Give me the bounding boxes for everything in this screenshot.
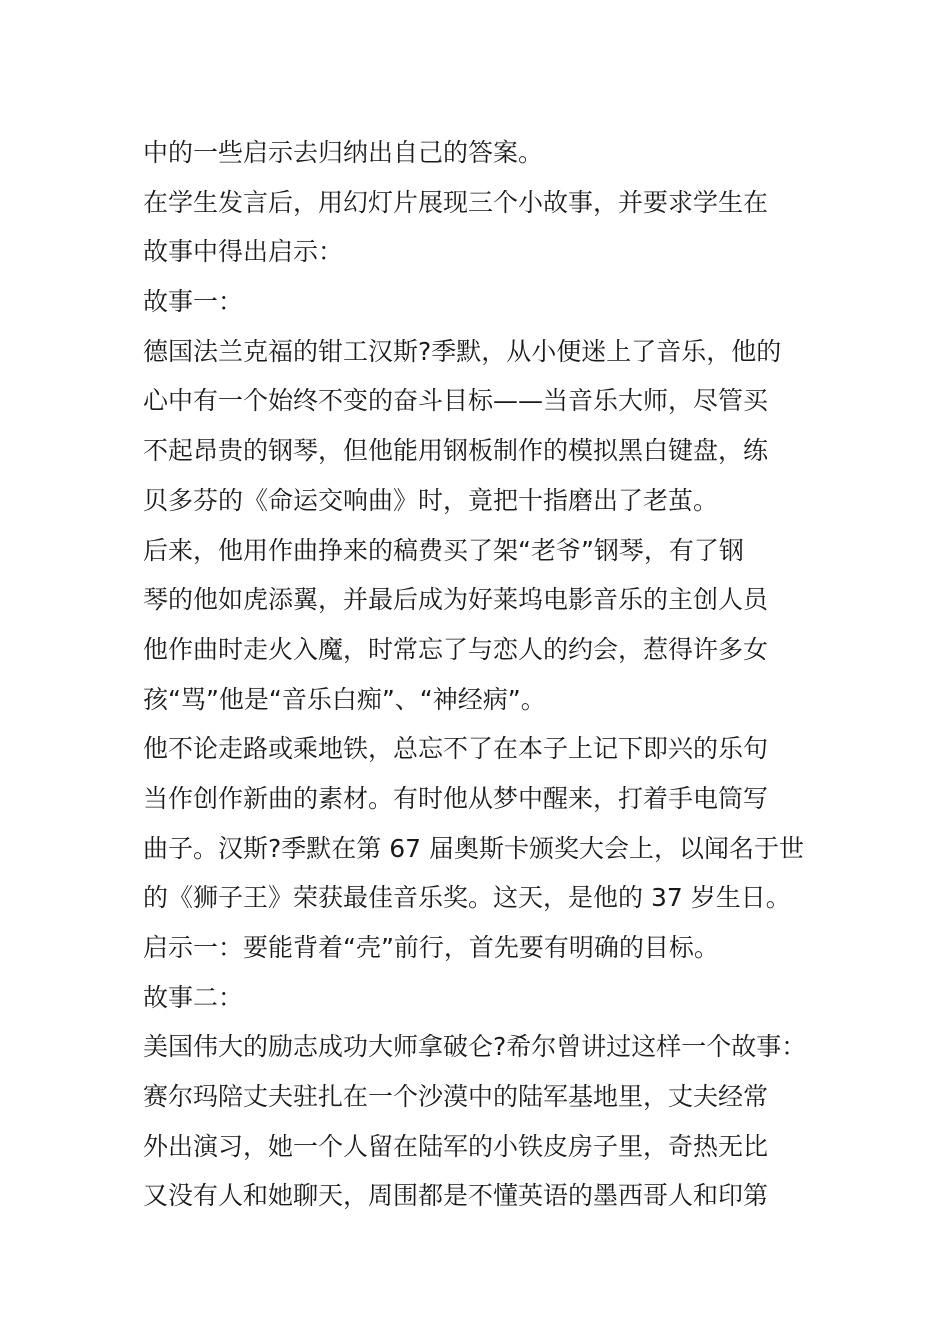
text-line: 心中有一个始终不变的奋斗目标——当音乐大师，尽管买 <box>143 386 769 416</box>
text-line: 他不论走路或乘地铁，总忘不了在本子上记下即兴的乐句 <box>143 734 769 764</box>
text-line: 贝多芬的《命运交响曲》时，竟把十指磨出了老茧。 <box>143 485 719 515</box>
story-heading: 故事一： <box>143 287 244 317</box>
story-heading: 故事二： <box>143 982 244 1012</box>
text-line: 外出演习，她一个人留在陆军的小铁皮房子里，奇热无比 <box>143 1131 769 1161</box>
text-line: 当作创作新曲的素材。有时他从梦中醒来，打着手电筒写 <box>143 783 769 813</box>
text-line: 曲子。汉斯?季默在第 67 届奥斯卡颁奖大会上，以闻名于世 <box>143 833 804 863</box>
text-line: 赛尔玛陪丈夫驻扎在一个沙漠中的陆军基地里，丈夫经常 <box>143 1082 769 1112</box>
text-line: 故事中得出启示： <box>143 237 344 267</box>
insight-line: 启示一：要能背着“壳”前行，首先要有明确的目标。 <box>143 933 719 962</box>
text-line: 后来，他用作曲挣来的稿费买了架“老爷”钢琴，有了钢 <box>143 535 744 565</box>
body-text <box>143 128 843 1221</box>
text-line: 的《狮子王》荣获最佳音乐奖。这天，是他的 37 岁生日。 <box>143 883 791 913</box>
text-line: 中的一些启示去归纳出自己的答案。 <box>143 138 544 167</box>
text-line: 琴的他如虎添翼，并最后成为好莱坞电影音乐的主创人员 <box>143 585 769 615</box>
text-line: 在学生发言后，用幻灯片展现三个小故事，并要求学生在 <box>143 187 769 217</box>
text-line: 美国伟大的励志成功大师拿破仑?希尔曾讲过这样一个故事： <box>143 1032 807 1062</box>
text-line: 孩“骂”他是“音乐白痴”、“神经病”。 <box>143 684 546 714</box>
text-line: 不起昂贵的钢琴，但他能用钢板制作的模拟黑白键盘，练 <box>143 436 769 466</box>
text-line: 他作曲时走火入魔，时常忘了与恋人的约会，惹得许多女 <box>143 634 769 664</box>
text-line: 德国法兰克福的钳工汉斯?季默，从小便迷上了音乐，他的 <box>143 336 782 366</box>
text-line: 又没有人和她聊天，周围都是不懂英语的墨西哥人和印第 <box>143 1181 769 1211</box>
